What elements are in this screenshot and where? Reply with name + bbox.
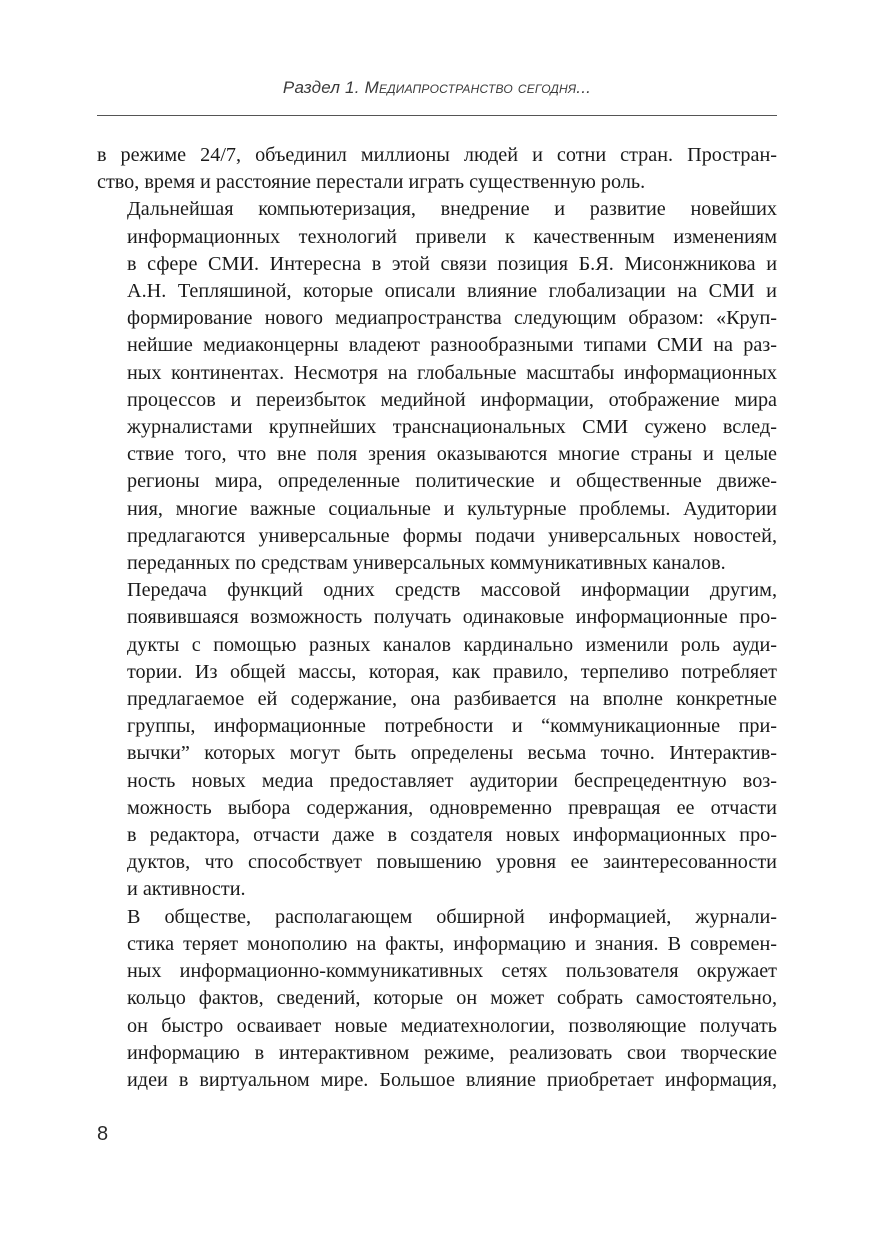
text-line: предлагаются универсальные формы подачи универсальных новостей,	[127, 524, 777, 547]
section-title: Медиапространство сегодня...	[364, 78, 592, 97]
text-line: и активности.	[127, 878, 246, 901]
text-line: ствие того, что вне поля зрения оказываются многие страны и целые	[127, 443, 777, 466]
text-line: Передача функций одних средств массовой информации другим,	[127, 579, 777, 602]
text-line: в сфере СМИ. Интересна в этой связи позиция Б.Я. Мисонжникова и	[127, 252, 777, 275]
text-line: ство, время и расстояние перестали играть существенную роль.	[97, 171, 646, 194]
body-text	[97, 142, 777, 1094]
text-line: регионы мира, определенные политические и общественные движе-	[127, 470, 777, 493]
text-line: переданных по средствам универсальных коммуникативных каналов.	[127, 552, 726, 575]
paragraph	[97, 142, 777, 196]
text-line: информационных технологий привели к качественным изменениям	[127, 225, 777, 248]
text-line: журналистами крупнейших транснациональных СМИ сужено вслед-	[127, 416, 777, 439]
paragraph	[97, 196, 777, 577]
text-line: информацию в интерактивном режиме, реализовать свои творческие	[127, 1041, 777, 1064]
text-line: в режиме 24/7, объединил миллионы людей и сотни стран. Простран-	[97, 144, 777, 166]
text-line: ность новых медиа предоставляет аудитории беспрецедентную воз-	[127, 769, 777, 792]
text-line: нейшие медиаконцерны владеют разнообразными типами СМИ на раз-	[127, 334, 777, 357]
text-line: появившаяся возможность получать одинаковые информационные про-	[127, 606, 777, 629]
paragraph	[97, 577, 777, 903]
text-line: можность выбора содержания, одновременно превращая ее отчасти	[127, 796, 777, 819]
text-line: дуктов, что способствует повышению уровня ее заинтересованности	[127, 851, 777, 874]
text-line: дукты с помощью разных каналов кардинально изменили роль ауди-	[127, 633, 777, 656]
header-rule	[97, 115, 777, 116]
text-line: А.Н. Тепляшиной, которые описали влияние глобализации на СМИ и	[127, 280, 777, 303]
text-line: процессов и переизбыток медийной информации, отображение мира	[127, 388, 777, 411]
text-line: формирование нового медиапространства следующим образом: «Круп-	[127, 307, 777, 330]
text-line: группы, информационные потребности и “коммуникационные при-	[127, 715, 777, 738]
text-line: предлагаемое ей содержание, она разбивается на вполне конкретные	[127, 688, 777, 711]
section-prefix: Раздел 1.	[282, 78, 360, 97]
text-line: он быстро осваивает новые медиатехнологии, позволяющие получать	[127, 1014, 777, 1037]
text-line: Дальнейшая компьютеризация, внедрение и развитие новейших	[127, 198, 777, 221]
text-line: тории. Из общей массы, которая, как правило, терпеливо потребляет	[127, 660, 777, 683]
text-line: кольцо фактов, сведений, которые он может собрать самостоятельно,	[127, 987, 777, 1010]
text-line: вычки” которых могут быть определены весьма точно. Интерактив-	[127, 742, 777, 765]
paragraph	[97, 904, 777, 1094]
text-line: В обществе, располагающем обширной информацией, журнали-	[127, 905, 777, 928]
text-line: ния, многие важные социальные и культурные проблемы. Аудитории	[127, 497, 777, 520]
text-line: ных континентах. Несмотря на глобальные масштабы информационных	[127, 361, 777, 384]
running-header	[97, 78, 777, 98]
text-line: стика теряет монополию на факты, информацию и знания. В современ-	[127, 932, 777, 955]
text-line: идеи в виртуальном мире. Большое влияние приобретает информация,	[127, 1068, 777, 1091]
page-number: 8	[97, 1123, 109, 1145]
text-line: в редактора, отчасти даже в создателя новых информационных про-	[127, 824, 777, 847]
text-line: ных информационно-коммуникативных сетях пользователя окружает	[127, 960, 777, 983]
